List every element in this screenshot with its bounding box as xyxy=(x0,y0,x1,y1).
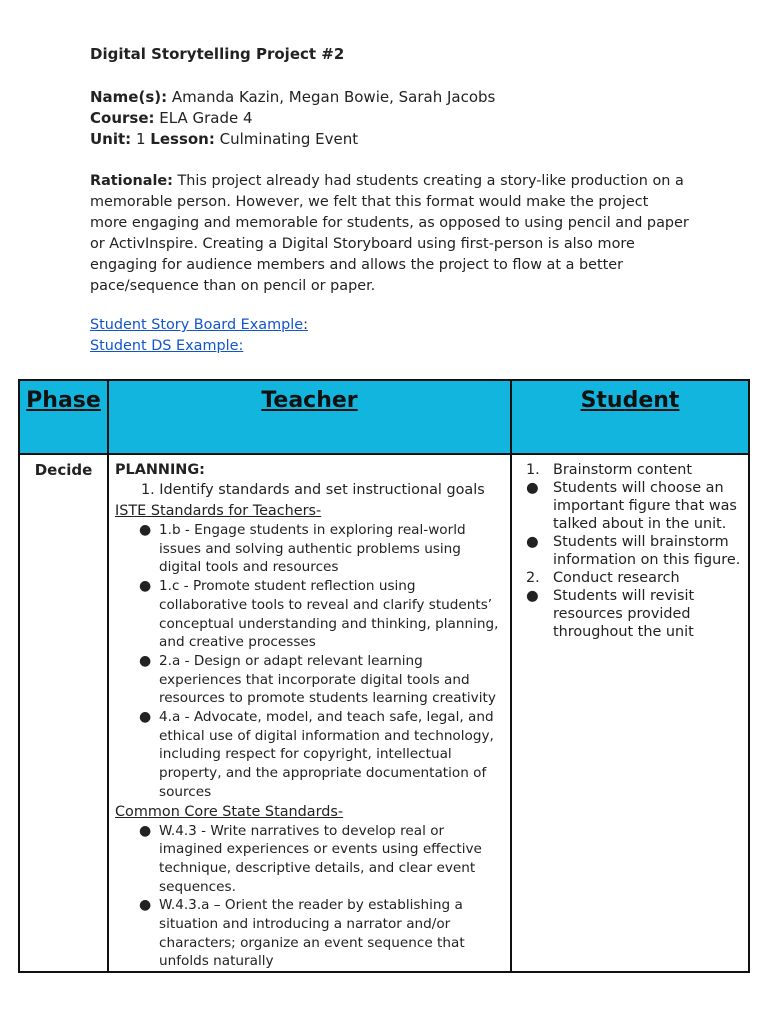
list-item: ● 1.b - Engage students in exploring real-world issues and solving authentic problems using digital tools and resources xyxy=(139,522,466,576)
table-row xyxy=(19,454,749,972)
header-student: Student xyxy=(511,380,749,454)
iste-item-4a: 4.a - Advocate, model, and teach safe, legal, and ethical use of digital information and technology, including respect for copyright, intellectual property, and the appropriate documentation of sources xyxy=(159,709,494,800)
student-item-2: Conduct research xyxy=(553,570,680,586)
teacher-cell xyxy=(108,454,511,972)
student-ds-link[interactable]: Student DS Example: xyxy=(90,338,244,354)
ccss-item-w43: W.4.3 - Write narratives to develop real or imagined experiences or events using effective technique, descriptive details, and clear event sequences. xyxy=(159,822,482,895)
iste-item-1c: 1.c - Promote student reflection using collaborative tools to reveal and clarify students’ conceptual understanding and thinking, planning, and creative processes xyxy=(159,578,499,651)
list-item: ● 4.a - Advocate, model, and teach safe, legal, and ethical use of digital information and technology, including respect for copyright, intellectual property, and the appropriate documentation of sources xyxy=(139,709,494,800)
ccss-item-w43a: W.4.3.a – Orient the reader by establishing a situation and introducing a narrator and/or characters; organize an event sequence that unfolds naturally xyxy=(159,897,465,970)
student-cell xyxy=(511,454,749,972)
header-teacher: Teacher xyxy=(108,380,511,454)
unit-value: 1 xyxy=(135,130,146,148)
course-value: ELA Grade 4 xyxy=(159,109,253,127)
iste-heading: ISTE Standards for Teachers- xyxy=(115,503,322,519)
student-step-2: 2. Conduct research xyxy=(526,570,680,586)
document-title: Digital Storytelling Project #2 xyxy=(90,45,345,63)
lesson-plan-table xyxy=(18,379,750,973)
student-step-1: 1. Brainstorm content xyxy=(526,462,693,478)
list-item: ● W.4.3.a – Orient the reader by establishing a situation and introducing a narrator and/or characters; organize an event sequence that unfolds naturally xyxy=(139,897,465,970)
lesson-value: Culminating Event xyxy=(219,130,359,148)
names-line xyxy=(90,88,495,106)
planning-heading: PLANNING: xyxy=(115,462,205,478)
header-phase: Phase xyxy=(19,380,108,454)
iste-item-1b: 1.b - Engage students in exploring real-world issues and solving authentic problems using digital tools and resources xyxy=(159,522,466,576)
list-item: ● 2.a - Design or adapt relevant learning experiences that incorporate digital tools and resources to promote students learning creativity xyxy=(139,652,496,707)
planning-item: 1. Identify standards and set instructional goals xyxy=(141,482,485,498)
student-bullet: ● Students will choose an important figure that was talked about in the unit. xyxy=(526,480,737,532)
iste-item-2a: 2.a - Design or adapt relevant learning experiences that incorporate digital tools and resources to promote students learning creativity xyxy=(159,652,496,707)
lesson-label: Lesson: xyxy=(150,130,215,148)
rationale-text: This project already had students creating a story-like production on a memorable person. However, we felt that this format would make the project more engaging and memorable for students, as opposed to using pencil and paper or ActivInspire. Creating a Digital Storyboard using first-person is also more engaging for audience members and allows the project to flow at a better pace/sequence than on pencil or paper. xyxy=(90,173,689,294)
student-story-board-link[interactable]: Student Story Board Example xyxy=(90,317,304,333)
course-line xyxy=(90,109,253,127)
student-bullet: ● Students will brainstorm information on this figure. xyxy=(526,534,741,568)
course-label: Course: xyxy=(90,109,155,127)
unit-label: Unit: xyxy=(90,130,132,148)
list-item: ● 1.c - Promote student reflection using collaborative tools to reveal and clarify students’ conceptual understanding and thinking, planning, and creative processes xyxy=(139,578,499,651)
student-item-1: Brainstorm content xyxy=(553,462,693,478)
names-label: Name(s): xyxy=(90,88,168,106)
names-value: Amanda Kazin, Megan Bowie, Sarah Jacobs xyxy=(171,88,496,106)
iste-list xyxy=(115,521,504,802)
ccss-list xyxy=(115,822,504,972)
table-header-row xyxy=(19,380,749,454)
rationale-label: Rationale: xyxy=(90,173,173,189)
link-colon: : xyxy=(303,317,308,333)
rationale-paragraph xyxy=(90,171,690,297)
student-bullet: ● Students will revisit resources provided throughout the unit xyxy=(526,588,695,640)
ccss-heading: Common Core State Standards- xyxy=(115,803,344,820)
phase-decide: Decide xyxy=(19,454,108,972)
storyboard-link-line xyxy=(90,317,308,333)
list-item: ● W.4.3 - Write narratives to develop real or imagined experiences or events using effective technique, descriptive details, and clear event sequences. xyxy=(139,822,482,895)
unit-lesson-line xyxy=(90,130,358,148)
